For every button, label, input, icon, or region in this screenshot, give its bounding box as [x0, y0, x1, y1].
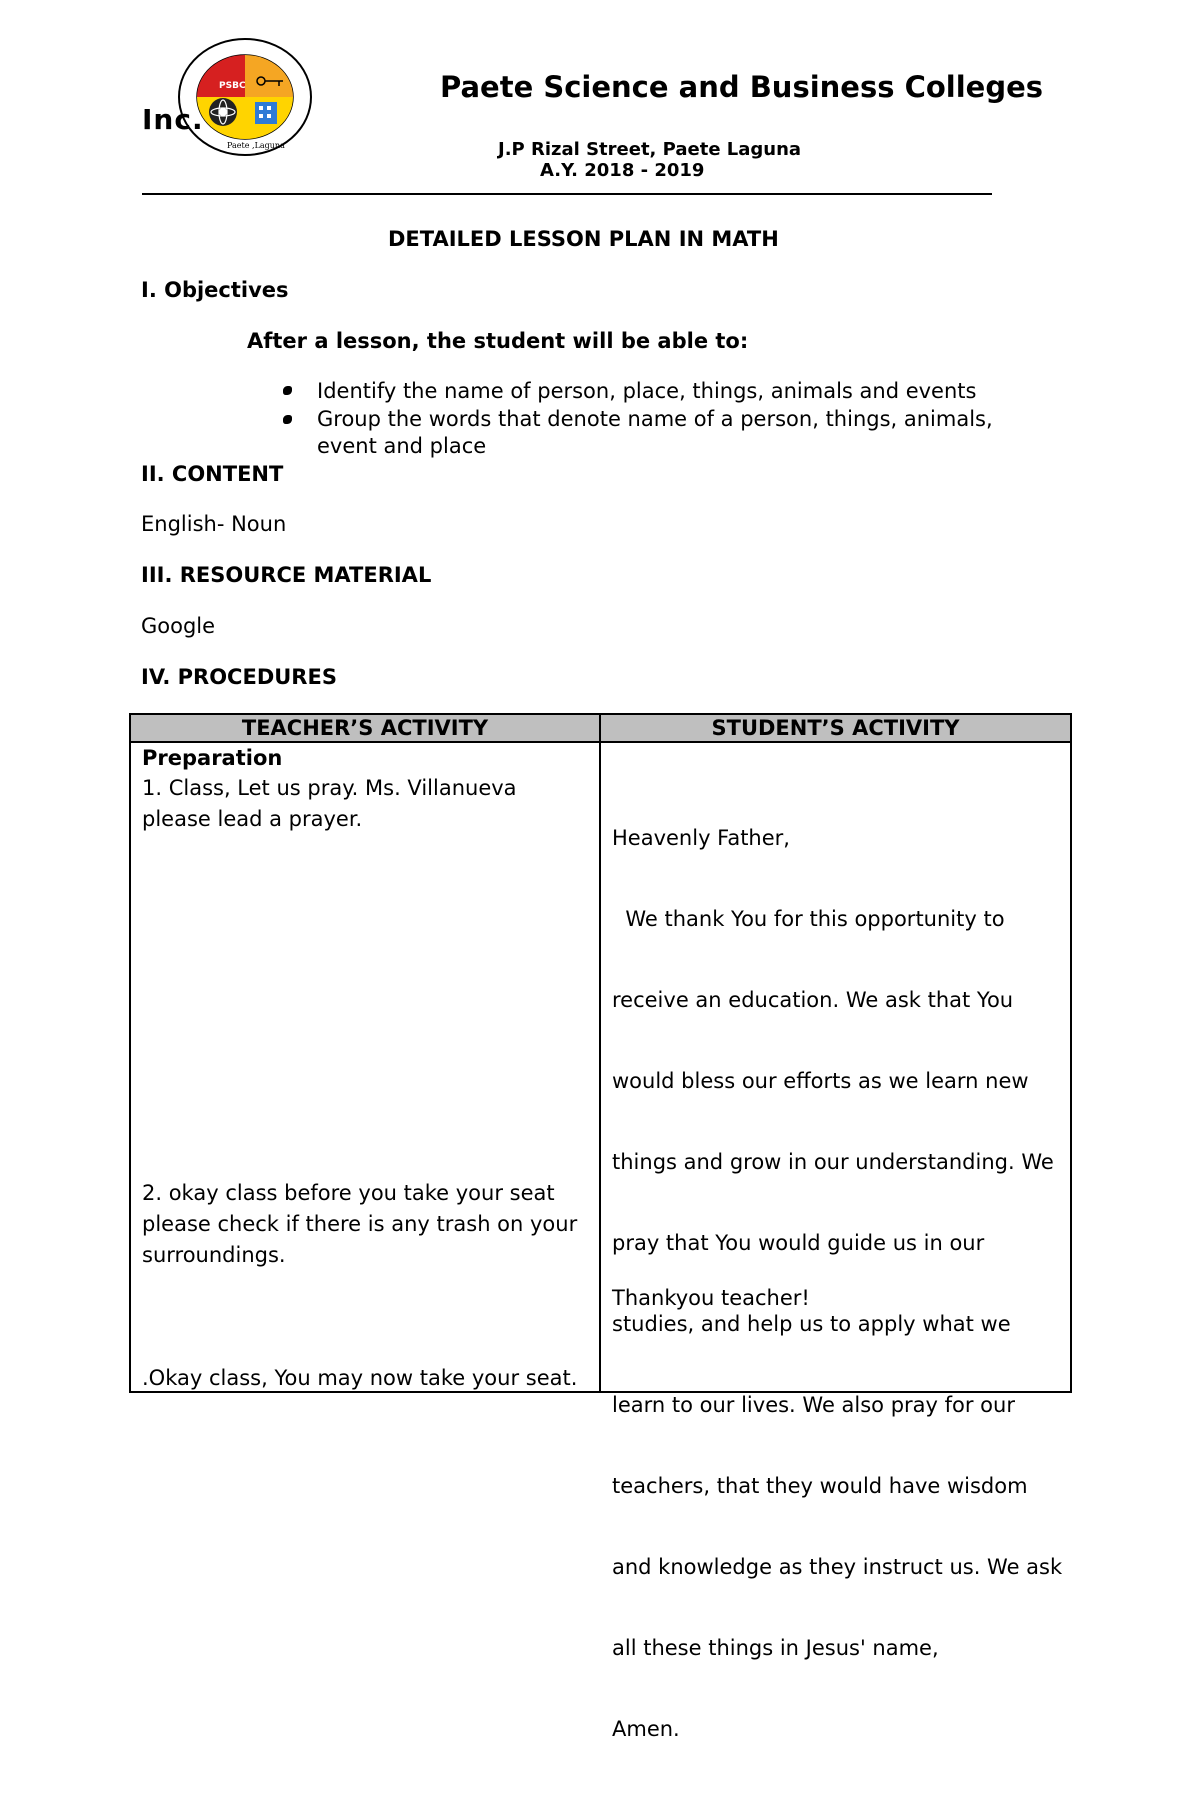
table-header-row: [130, 714, 1071, 742]
prayer-line: all these things in Jesus' name,: [612, 1636, 939, 1660]
prayer-line: would bless our efforts as we learn new: [612, 1069, 1029, 1093]
prayer-line: Heavenly Father,: [612, 826, 790, 850]
college-address: J.P Rizal Street, Paete Laguna: [498, 139, 802, 160]
prayer-line: learn to our lives. We also pray for our: [612, 1393, 1015, 1417]
objectives-heading: I. Objectives: [141, 278, 289, 302]
header-inc: Inc.: [142, 103, 204, 136]
prayer-line: things and grow in our understanding. We: [612, 1150, 1054, 1174]
student-reply: Thankyou teacher!: [612, 1286, 810, 1310]
resource-text: Google: [141, 614, 216, 638]
prayer-line: Amen.: [612, 1717, 680, 1741]
teacher-activity-header: TEACHER’S ACTIVITY: [130, 714, 600, 742]
logo-center-text: PSBC: [219, 81, 246, 91]
school-seal-icon: [175, 36, 315, 158]
prayer-line: We thank You for this opportunity to: [612, 907, 1005, 931]
content-heading: II. CONTENT: [141, 462, 284, 486]
prayer-line: studies, and help us to apply what we: [612, 1312, 1011, 1336]
header-divider: [142, 193, 992, 195]
bullet-icon: [283, 386, 292, 395]
procedures-heading: IV. PROCEDURES: [141, 665, 337, 689]
bullet-icon: [283, 415, 292, 424]
objective-item: Identify the name of person, place, things, animals and events: [317, 379, 977, 403]
prayer-line: teachers, that they would have wisdom: [612, 1474, 1028, 1498]
teacher-step-2: 2. okay class before you take your seat please check if there is any trash on your surroundings.: [142, 1181, 578, 1267]
page-title: DETAILED LESSON PLAN IN MATH: [388, 227, 779, 251]
resource-heading: III. RESOURCE MATERIAL: [141, 563, 432, 587]
logo-bottom-text: Paete ,Laguna: [227, 141, 285, 150]
prayer-line: pray that You would guide us in our: [612, 1231, 985, 1255]
procedures-table: [129, 713, 1072, 1741]
content-text: English- Noun: [141, 512, 287, 536]
teacher-step-1: 1. Class, Let us pray. Ms. Villanueva please lead a prayer.: [142, 776, 517, 831]
academic-year: A.Y. 2018 - 2019: [540, 160, 705, 181]
objective-item: Group the words that denote name of a person, things, animals, event and place: [317, 407, 993, 458]
prayer-line: receive an education. We ask that You: [612, 988, 1014, 1012]
student-activity-header: STUDENT’S ACTIVITY: [600, 714, 1071, 742]
objectives-intro: After a lesson, the student will be able to:: [247, 329, 749, 353]
prayer-line: and knowledge as they instruct us. We ask: [612, 1555, 1063, 1579]
preparation-label: Preparation: [142, 746, 283, 770]
student-prayer: [612, 771, 1072, 1797]
college-name: Paete Science and Business Colleges: [440, 70, 1044, 104]
teacher-activity-cell: [130, 742, 600, 1392]
student-activity-cell: [600, 742, 1071, 1741]
teacher-step-3: .Okay class, You may now take your seat.: [142, 1366, 578, 1390]
table-row: [130, 742, 1071, 1392]
